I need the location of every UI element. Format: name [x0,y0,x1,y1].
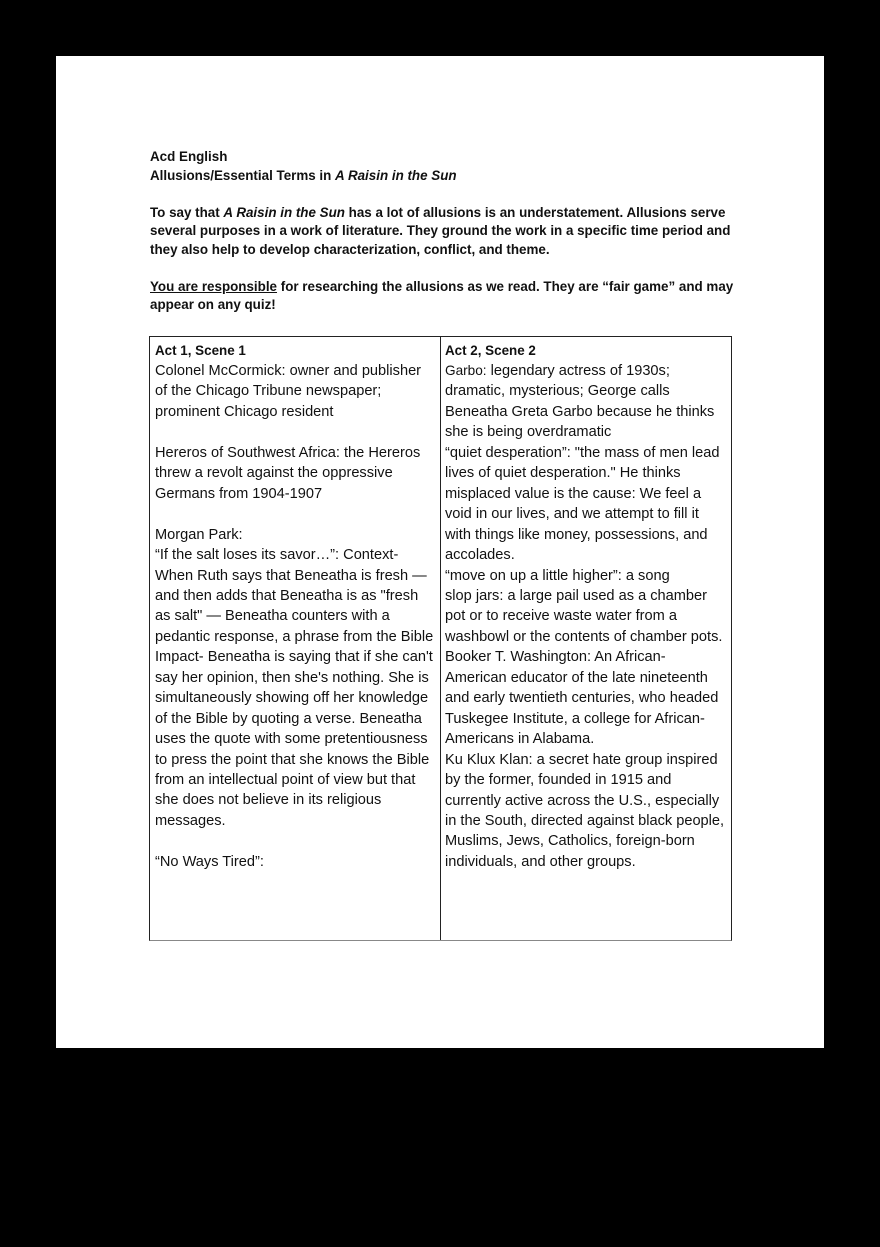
spacer [155,422,436,442]
garbo-definition: legendary actress of 1930s; dramatic, mysterious; George calls Beneatha Greta Garbo because he thinks she is being overdramatic [445,363,715,441]
responsibility-rest: for researching the allusions as we read. They are “fair game” and may appear on any quiz! [150,278,734,313]
allusion-entry: Colonel McCormick: owner and publisher of the Chicago Tribune newspaper; prominent Chicago resident [155,363,422,420]
allusion-entry: Morgan Park: [155,526,243,543]
column-heading: Act 1, Scene 1 [155,343,246,358]
intro-part1: To say that [150,204,224,220]
allusion-entry: Ku Klux Klan: a secret hate group inspired by the former, founded in 1915 and currently active across the U.S., especially in the South, directed against black people, Muslims, Jews, Catholics, foreign-born individuals, and other groups. [445,751,725,870]
responsibility-emphasis: You are responsible [150,278,278,294]
intro-work-title: A Raisin in the Sun [223,204,345,220]
allusion-entry: “If the salt loses its savor…”: Context- When Ruth says that Beneatha is fresh — and then adds that Beneatha is as "fresh as salt" — Beneatha counters with a pedantic response, a phrase from the Bible [155,547,434,645]
document-content [150,148,740,315]
spacer [155,504,436,524]
table-column-act2-scene2 [441,337,731,940]
course-name: Acd English [150,149,228,164]
responsibility-paragraph [150,278,740,315]
title-work: A Raisin in the Sun [335,167,457,183]
title-prefix: Allusions/Essential Terms in [150,167,336,183]
document-page [56,56,824,1048]
allusion-entry: Booker T. Washington: An African-American educator of the late nineteenth and early twentieth centuries, who headed Tuskegee Institute, a college for African-Americans in Alabama. [445,649,719,748]
table-column-act1-scene1 [150,337,441,940]
document-title [150,167,740,186]
intro-paragraph [150,204,740,260]
column-heading: Act 2, Scene 2 [445,343,536,358]
allusion-entry: “move on up a little higher”: a song [445,567,670,584]
garbo-term: Garbo: [445,363,487,378]
allusion-entry: Hereros of Southwest Africa: the Hereros threw a revolt against the oppressive Germans from 1904-1907 [155,444,421,502]
spacer [155,831,436,851]
allusion-entry: “quiet desperation”: "the mass of men lead lives of quiet desperation." He thinks misplaced value is the cause: We feel a void in our lives, and we attempt to fill it with things like money, possessions, and accolades. [445,444,720,564]
allusion-entry: “No Ways Tired”: [155,853,264,870]
allusions-table [149,336,732,941]
allusion-entry-garbo [445,361,727,443]
allusion-entry: Impact- Beneatha is saying that if she can't say her opinion, then she's nothing. She is simultaneously showing off her knowledge of the Bible by quoting a verse. Beneatha uses the quote with some pretentiousness to press the point that she knows the Bible from an intellectual point of view but that she does not believe in its religious messages. [155,649,433,829]
intro-part2: has a lot of allusions is an understatement. Allusions serve several purposes in a work of literature. They ground the work in a specific time period and they also help to develop characterization, conflict, and theme. [150,204,731,257]
allusion-entry: slop jars: a large pail used as a chamber pot or to receive waste water from a washbowl or the contents of chamber pots. [445,587,723,645]
